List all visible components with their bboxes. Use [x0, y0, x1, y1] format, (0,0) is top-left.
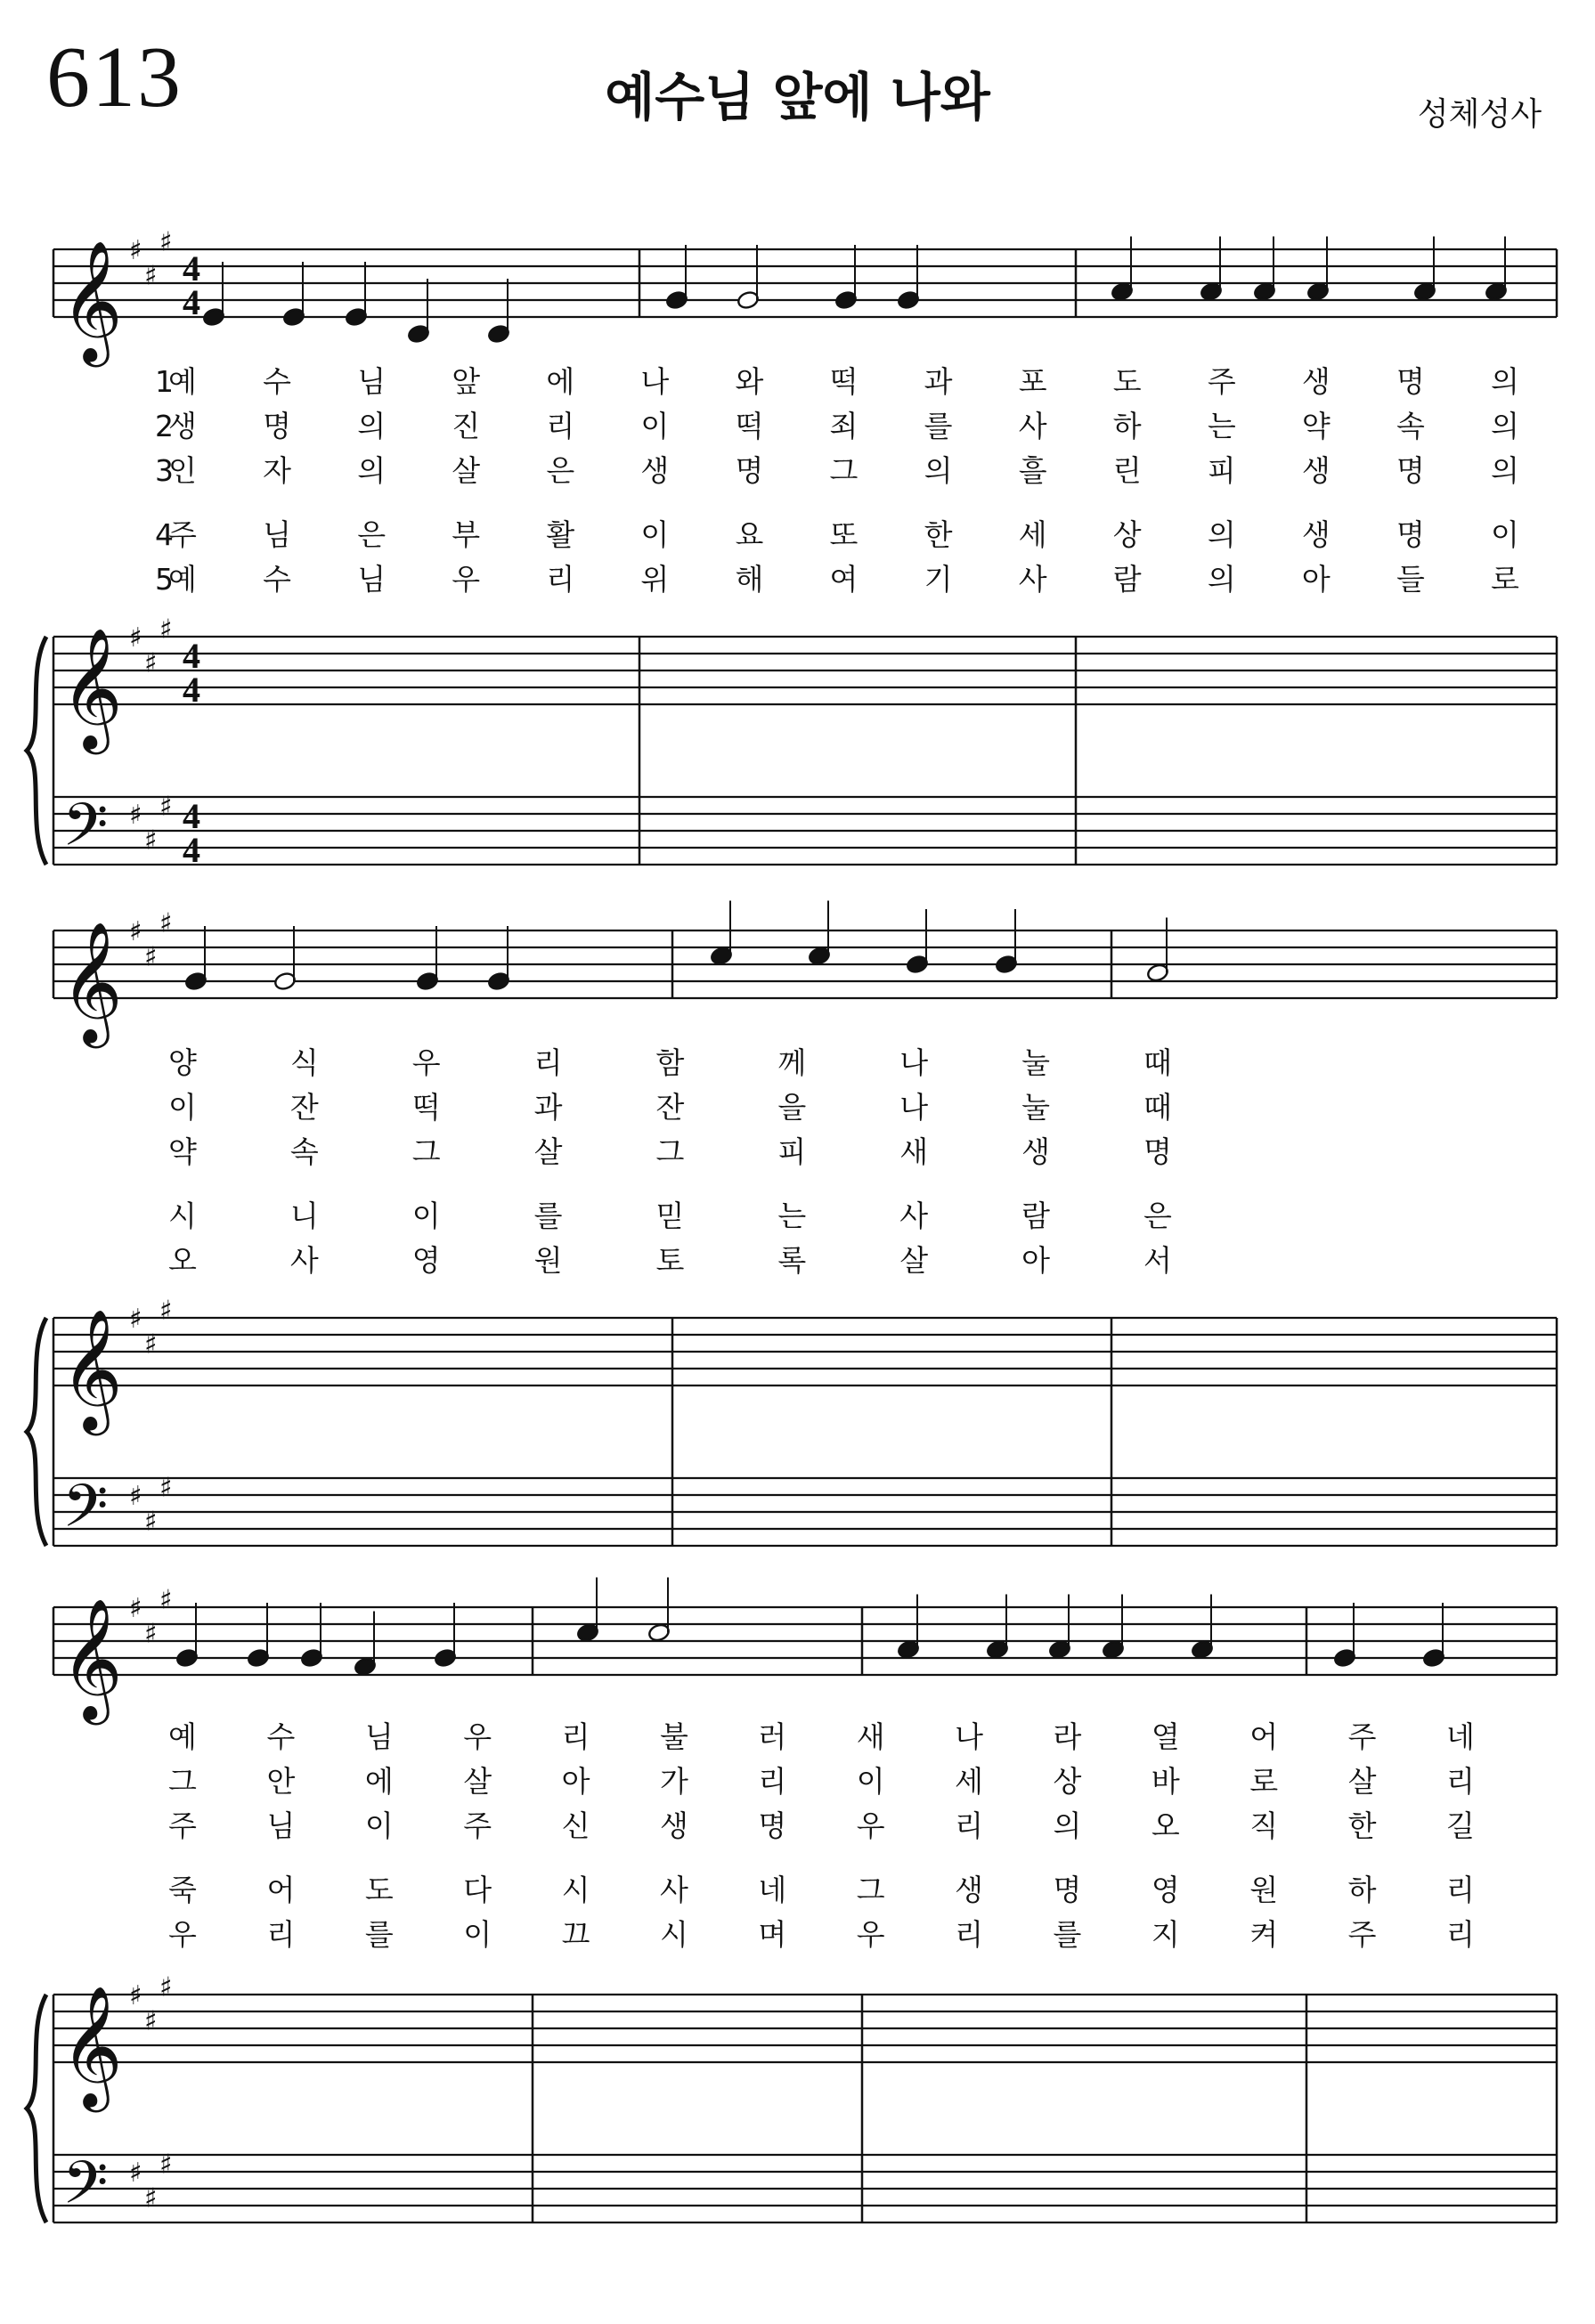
- piano-bass-staff: [53, 2155, 1557, 2222]
- sharp-icon: ♯: [144, 941, 158, 973]
- lyric-syllable: 이: [640, 409, 670, 443]
- lyric-syllable: 명: [758, 1808, 787, 1843]
- sharp-icon: ♯: [159, 614, 173, 646]
- lyric-syllable: 님: [357, 364, 387, 399]
- lyric-syllable: 주: [463, 1808, 492, 1843]
- lyric-syllable: 람: [1112, 562, 1142, 597]
- lyric-syllable: 의: [1207, 562, 1236, 597]
- lyric-syllable: 의: [357, 453, 387, 488]
- note: [175, 1603, 199, 1668]
- lyric-syllable: 토: [655, 1243, 685, 1278]
- verse-number: 2: [155, 409, 174, 443]
- note: [647, 1578, 671, 1643]
- lyric-syllable: 인: [168, 453, 197, 488]
- treble-clef-icon: 𝄞: [61, 239, 123, 362]
- lyric-syllable: 과: [924, 364, 953, 399]
- lyric-syllable: 세: [955, 1764, 984, 1799]
- lyric-syllable: 시: [168, 1199, 197, 1233]
- note: [184, 926, 208, 991]
- bass-clef-icon: 𝄢: [62, 791, 109, 874]
- bass-clef-icon: 𝄢: [62, 2149, 109, 2231]
- lyric-syllable: 생: [1301, 364, 1331, 399]
- sharp-icon: ♯: [159, 1472, 173, 1504]
- treble-clef-icon: 𝄞: [61, 1597, 123, 1719]
- note: [576, 1578, 599, 1643]
- lyric-syllable: 서: [1143, 1243, 1172, 1278]
- lyric-syllable: 과: [533, 1090, 563, 1125]
- lyric-syllable: 하: [1347, 1873, 1377, 1907]
- lyric-syllable: 은: [1143, 1199, 1172, 1233]
- piano-brace: [27, 1318, 46, 1546]
- lyric-syllable: 리: [955, 1808, 984, 1843]
- lyric-syllable: 명: [735, 453, 764, 488]
- lyric-syllable: 를: [364, 1917, 394, 1952]
- lyric-syllable: 상: [1053, 1764, 1082, 1799]
- lyric-syllable: 리: [533, 1045, 563, 1080]
- sharp-icon: ♯: [144, 260, 158, 292]
- note: [487, 926, 510, 991]
- lyric-syllable: 지: [1151, 1917, 1180, 1952]
- lyric-syllable: 의: [357, 409, 387, 443]
- sharp-icon: ♯: [144, 825, 158, 857]
- sharp-icon: ♯: [129, 622, 142, 654]
- lyric-syllable: 살: [899, 1243, 929, 1278]
- lyric-syllable: 은: [546, 453, 575, 488]
- lyric-syllable: 니: [289, 1199, 319, 1233]
- lyric-syllable: 우: [452, 562, 481, 597]
- lyric-syllable: 리: [1446, 1917, 1475, 1952]
- lyric-syllable: 한: [924, 517, 953, 552]
- lyric-syllable: 아: [1021, 1243, 1051, 1278]
- lyric-syllable: 를: [533, 1199, 563, 1233]
- note: [300, 1603, 323, 1668]
- lyric-syllable: 이: [856, 1764, 885, 1799]
- lyric-syllable: 시: [659, 1917, 688, 1952]
- lyric-syllable: 리: [1446, 1873, 1475, 1907]
- lyric-syllable: 라: [1053, 1719, 1082, 1754]
- time-signature-bottom: 4: [183, 830, 200, 870]
- note: [273, 926, 297, 991]
- lyric-syllable: 시: [561, 1873, 590, 1907]
- note: [1191, 1595, 1214, 1660]
- note: [665, 245, 688, 310]
- sharp-icon: ♯: [144, 1329, 158, 1361]
- lyric-syllable: 흘: [1018, 453, 1047, 488]
- lyric-syllable: 나: [955, 1719, 984, 1754]
- lyric-syllable: 아: [561, 1764, 590, 1799]
- sharp-icon: ♯: [129, 800, 142, 831]
- piano-bass-staff: [53, 797, 1557, 865]
- lyric-syllable: 약: [1301, 409, 1331, 443]
- lyric-syllable: 죽: [168, 1873, 197, 1907]
- lyric-syllable: 여: [829, 562, 859, 597]
- note: [1146, 918, 1169, 983]
- note: [1333, 1603, 1356, 1668]
- verse-number: 1: [155, 364, 174, 399]
- lyric-syllable: 에: [546, 364, 575, 399]
- lyric-syllable: 포: [1018, 364, 1047, 399]
- sharp-icon: ♯: [144, 1618, 158, 1650]
- lyric-syllable: 를: [1053, 1917, 1082, 1952]
- note: [834, 245, 858, 310]
- treble-clef-icon: 𝄞: [61, 626, 123, 749]
- sharp-icon: ♯: [159, 791, 173, 823]
- lyric-syllable: 명: [1396, 517, 1425, 552]
- lyric-syllable: 이: [640, 517, 670, 552]
- note: [1253, 237, 1276, 302]
- lyric-syllable: 살: [452, 453, 481, 488]
- piano-brace: [27, 637, 46, 865]
- lyric-syllable: 불: [659, 1719, 688, 1754]
- lyric-syllable: 리: [1446, 1764, 1475, 1799]
- note: [986, 1595, 1009, 1660]
- lyric-syllable: 눌: [1021, 1090, 1051, 1125]
- lyric-syllable: 위: [640, 562, 670, 597]
- lyric-syllable: 은: [357, 517, 387, 552]
- lyric-syllable: 잔: [655, 1090, 685, 1125]
- piano-treble-staff: [53, 1995, 1557, 2062]
- vocal-staff: [53, 249, 1557, 317]
- lyric-syllable: 는: [1207, 409, 1236, 443]
- note: [897, 1595, 920, 1660]
- hymn-number: 613: [46, 29, 183, 126]
- lyric-syllable: 그: [411, 1134, 441, 1169]
- vocal-staff: [53, 1607, 1557, 1675]
- lyric-syllable: 생: [1301, 453, 1331, 488]
- lyric-syllable: 원: [1249, 1873, 1279, 1907]
- lyric-syllable: 우: [411, 1045, 441, 1080]
- lyric-syllable: 약: [168, 1134, 197, 1169]
- lyric-syllable: 며: [758, 1917, 787, 1952]
- lyric-syllable: 눌: [1021, 1045, 1051, 1080]
- lyric-syllable: 사: [1018, 562, 1047, 597]
- lyric-syllable: 의: [1491, 364, 1519, 399]
- lyric-syllable: 는: [777, 1199, 807, 1233]
- lyric-syllable: 살: [1347, 1764, 1377, 1799]
- lyric-syllable: 를: [924, 409, 953, 443]
- lyric-syllable: 사: [1018, 409, 1047, 443]
- piano-treble-staff: [53, 1318, 1557, 1385]
- note: [1102, 1595, 1125, 1660]
- lyric-syllable: 린: [1112, 453, 1142, 488]
- lyric-syllable: 진: [452, 409, 481, 443]
- lyric-syllable: 명: [263, 409, 292, 443]
- note: [434, 1603, 457, 1668]
- sharp-icon: ♯: [129, 916, 142, 947]
- lyric-syllable: 우: [168, 1917, 197, 1952]
- lyric-syllable: 생: [640, 453, 670, 488]
- lyric-syllable: 리: [758, 1764, 787, 1799]
- lyric-syllable: 길: [1446, 1808, 1475, 1843]
- lyric-syllable: 생: [659, 1808, 688, 1843]
- note: [345, 262, 368, 327]
- lyric-syllable: 새: [856, 1719, 885, 1754]
- lyric-syllable: 나: [640, 364, 670, 399]
- lyric-syllable: 리: [955, 1917, 984, 1952]
- lyric-syllable: 의: [924, 453, 953, 488]
- lyric-syllable: 식: [289, 1045, 319, 1080]
- lyric-syllable: 수: [263, 364, 292, 399]
- lyric-syllable: 리: [546, 409, 575, 443]
- lyric-syllable: 님: [357, 562, 387, 597]
- lyric-syllable: 주: [1207, 364, 1236, 399]
- lyric-syllable: 살: [533, 1134, 563, 1169]
- lyric-syllable: 도: [364, 1873, 394, 1907]
- lyric-syllable: 주: [168, 517, 197, 552]
- lyric-syllable: 오: [1151, 1808, 1180, 1843]
- lyric-syllable: 때: [1143, 1090, 1172, 1125]
- lyric-syllable: 요: [735, 517, 764, 552]
- lyric-syllable: 잔: [289, 1090, 319, 1125]
- bass-clef-icon: 𝄢: [62, 1472, 109, 1555]
- treble-clef-icon: 𝄞: [61, 1984, 123, 2107]
- lyric-syllable: 람: [1021, 1199, 1051, 1233]
- lyric-syllable: 활: [546, 517, 575, 552]
- lyric-syllable: 생: [168, 409, 197, 443]
- sharp-icon: ♯: [129, 1593, 142, 1624]
- note: [1413, 237, 1436, 302]
- lyric-syllable: 그: [168, 1764, 197, 1799]
- lyric-syllable: 이: [168, 1090, 197, 1125]
- lyric-syllable: 생: [955, 1873, 984, 1907]
- lyric-syllable: 을: [777, 1090, 807, 1125]
- lyric-syllable: 떡: [829, 364, 859, 399]
- note: [1048, 1595, 1071, 1660]
- lyric-syllable: 믿: [655, 1199, 685, 1233]
- lyric-syllable: 의: [1491, 453, 1519, 488]
- lyric-syllable: 들: [1396, 562, 1425, 597]
- lyric-syllable: 네: [758, 1873, 787, 1907]
- lyric-syllable: 속: [289, 1134, 319, 1169]
- lyric-syllable: 원: [533, 1243, 563, 1278]
- piano-bass-staff: [53, 1478, 1557, 1546]
- sharp-icon: ♯: [129, 1481, 142, 1512]
- lyric-syllable: 록: [777, 1243, 807, 1278]
- lyric-syllable: 떡: [735, 409, 764, 443]
- note: [282, 262, 305, 327]
- lyric-syllable: 때: [1143, 1045, 1172, 1080]
- sharp-icon: ♯: [129, 1304, 142, 1335]
- lyric-syllable: 사: [899, 1199, 929, 1233]
- lyric-syllable: 나: [899, 1045, 929, 1080]
- lyric-syllable: 수: [266, 1719, 296, 1754]
- note: [897, 245, 920, 310]
- lyric-syllable: 주: [168, 1808, 197, 1843]
- lyric-syllable: 안: [266, 1764, 296, 1799]
- lyric-syllable: 우: [463, 1719, 492, 1754]
- sharp-icon: ♯: [159, 1584, 173, 1616]
- lyric-syllable: 떡: [411, 1090, 441, 1125]
- note: [1485, 237, 1508, 302]
- lyric-syllable: 사: [659, 1873, 688, 1907]
- sharp-icon: ♯: [159, 1295, 173, 1327]
- lyric-syllable: 리: [561, 1719, 590, 1754]
- lyric-syllable: 영: [1151, 1873, 1180, 1907]
- note: [202, 262, 225, 327]
- sharp-icon: ♯: [144, 1506, 158, 1538]
- lyric-syllable: 예: [168, 364, 197, 399]
- sharp-icon: ♯: [129, 235, 142, 266]
- lyric-syllable: 예: [168, 1719, 197, 1754]
- time-signature-bottom: 4: [183, 670, 200, 710]
- lyric-syllable: 부: [452, 517, 481, 552]
- lyric-syllable: 우: [856, 1808, 885, 1843]
- note: [995, 909, 1018, 974]
- note: [736, 245, 760, 310]
- lyric-syllable: 러: [758, 1719, 787, 1754]
- sharp-icon: ♯: [159, 907, 173, 939]
- lyric-syllable: 생: [1021, 1134, 1051, 1169]
- lyric-syllable: 도: [1112, 364, 1142, 399]
- lyric-syllable: 세: [1018, 517, 1047, 552]
- lyric-syllable: 의: [1207, 517, 1236, 552]
- lyric-syllable: 새: [899, 1134, 929, 1169]
- note: [487, 279, 510, 344]
- sharp-icon: ♯: [129, 2157, 142, 2189]
- lyric-syllable: 그: [829, 453, 859, 488]
- lyric-syllable: 님: [364, 1719, 394, 1754]
- lyric-syllable: 리: [546, 562, 575, 597]
- lyric-syllable: 하: [1112, 409, 1142, 443]
- lyric-syllable: 께: [777, 1045, 807, 1080]
- lyric-syllable: 의: [1053, 1808, 1082, 1843]
- lyric-syllable: 의: [1491, 409, 1519, 443]
- lyric-syllable: 우: [856, 1917, 885, 1952]
- lyric-syllable: 아: [1301, 562, 1331, 597]
- lyric-syllable: 이: [1491, 517, 1519, 552]
- lyric-syllable: 다: [463, 1873, 492, 1907]
- sharp-icon: ♯: [159, 1971, 173, 2003]
- treble-clef-icon: 𝄞: [61, 920, 123, 1043]
- lyric-syllable: 예: [168, 562, 197, 597]
- sharp-icon: ♯: [159, 2149, 173, 2181]
- lyric-syllable: 양: [168, 1045, 197, 1080]
- lyric-syllable: 켜: [1249, 1917, 1279, 1952]
- lyric-syllable: 로: [1249, 1764, 1279, 1799]
- note: [354, 1612, 377, 1677]
- time-signature-bottom: 4: [183, 282, 200, 322]
- lyric-syllable: 명: [1143, 1134, 1172, 1169]
- lyric-syllable: 에: [364, 1764, 394, 1799]
- note: [407, 279, 430, 344]
- lyric-syllable: 오: [168, 1243, 197, 1278]
- sharp-icon: ♯: [159, 226, 173, 258]
- lyric-syllable: 살: [463, 1764, 492, 1799]
- lyric-syllable: 수: [263, 562, 292, 597]
- lyric-syllable: 사: [289, 1243, 319, 1278]
- lyric-syllable: 와: [735, 364, 764, 399]
- lyric-syllable: 명: [1053, 1873, 1082, 1907]
- lyric-syllable: 이: [463, 1917, 492, 1952]
- lyric-syllable: 앞: [452, 364, 481, 399]
- note: [416, 926, 439, 991]
- lyric-syllable: 명: [1396, 453, 1425, 488]
- lyric-syllable: 함: [655, 1045, 685, 1080]
- sharp-icon: ♯: [129, 1980, 142, 2011]
- lyric-syllable: 리: [266, 1917, 296, 1952]
- note: [1306, 237, 1330, 302]
- verse-number: 4: [155, 517, 174, 552]
- time-signature-top: 4: [183, 636, 200, 676]
- lyric-syllable: 이: [411, 1199, 441, 1233]
- note: [1111, 237, 1134, 302]
- lyric-syllable: 명: [1396, 364, 1425, 399]
- lyric-syllable: 어: [1249, 1719, 1279, 1754]
- lyric-syllable: 피: [1207, 453, 1236, 488]
- verse-number: 5: [155, 562, 174, 597]
- lyric-syllable: 기: [924, 562, 953, 597]
- lyric-syllable: 상: [1112, 517, 1142, 552]
- sharp-icon: ♯: [144, 2005, 158, 2037]
- lyric-syllable: 이: [364, 1808, 394, 1843]
- lyric-syllable: 님: [263, 517, 292, 552]
- lyric-syllable: 해: [735, 562, 764, 597]
- lyric-syllable: 열: [1151, 1719, 1180, 1754]
- piano-treble-staff: [53, 637, 1557, 704]
- lyric-syllable: 어: [266, 1873, 296, 1907]
- note: [906, 909, 929, 974]
- lyric-syllable: 속: [1396, 409, 1425, 443]
- lyric-syllable: 님: [266, 1808, 296, 1843]
- lyric-syllable: 주: [1347, 1719, 1377, 1754]
- note: [1422, 1603, 1445, 1668]
- lyric-syllable: 주: [1347, 1917, 1377, 1952]
- time-signature-top: 4: [183, 796, 200, 836]
- lyric-syllable: 직: [1249, 1808, 1279, 1843]
- hymn-title: 예수님 앞에 나와: [605, 67, 990, 127]
- lyric-syllable: 피: [777, 1134, 807, 1169]
- lyric-syllable: 자: [263, 453, 292, 488]
- note: [247, 1603, 270, 1668]
- lyric-syllable: 한: [1347, 1808, 1377, 1843]
- lyric-syllable: 네: [1446, 1719, 1475, 1754]
- lyric-syllable: 신: [561, 1808, 590, 1843]
- lyric-syllable: 바: [1151, 1764, 1180, 1799]
- piano-brace: [27, 1995, 46, 2222]
- lyric-syllable: 그: [856, 1873, 885, 1907]
- lyric-syllable: 끄: [561, 1917, 590, 1952]
- sharp-icon: ♯: [144, 647, 158, 679]
- lyric-syllable: 또: [829, 517, 859, 552]
- note: [710, 901, 733, 966]
- lyric-syllable: 가: [659, 1764, 688, 1799]
- hymn-category: 성체성사: [1417, 96, 1542, 133]
- verse-number: 3: [155, 453, 174, 488]
- lyric-syllable: 죄: [829, 409, 859, 443]
- lyric-syllable: 영: [411, 1243, 441, 1278]
- lyric-syllable: 그: [655, 1134, 685, 1169]
- note: [1200, 237, 1223, 302]
- lyric-syllable: 생: [1301, 517, 1331, 552]
- lyric-syllable: 나: [899, 1090, 929, 1125]
- note: [808, 901, 831, 966]
- treble-clef-icon: 𝄞: [61, 1307, 123, 1430]
- time-signature-top: 4: [183, 248, 200, 288]
- sharp-icon: ♯: [144, 2182, 158, 2214]
- lyric-syllable: 로: [1491, 562, 1519, 597]
